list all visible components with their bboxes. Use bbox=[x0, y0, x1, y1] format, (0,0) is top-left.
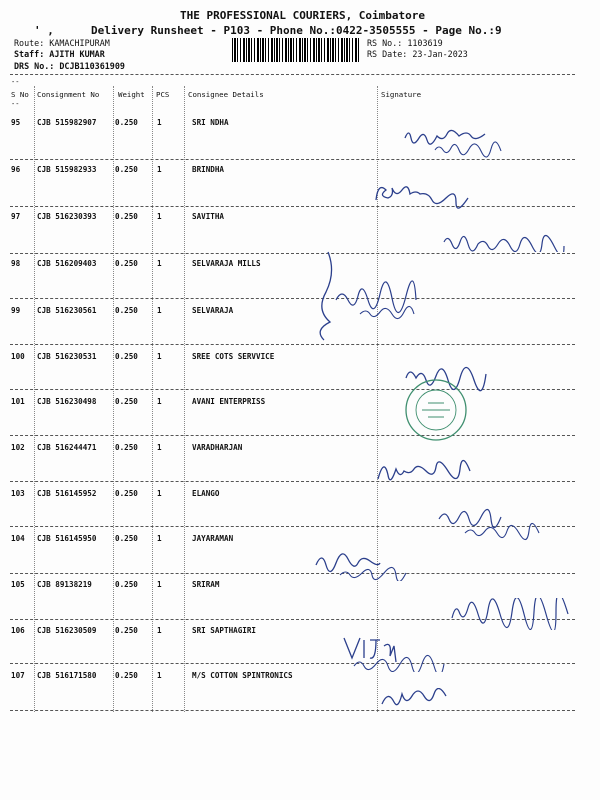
weight: 0.250 bbox=[115, 626, 138, 635]
serial-number: 105 bbox=[11, 580, 25, 589]
consignee-name: SREE COTS SERVVICE bbox=[192, 352, 275, 361]
consignee-name: SAVITHA bbox=[192, 212, 225, 221]
consignee-name: ELANGO bbox=[192, 489, 220, 498]
col-header-consignee: Consignee Details bbox=[188, 90, 264, 99]
table-row bbox=[0, 580, 600, 592]
col-header-weight: Weight bbox=[118, 90, 145, 99]
pieces: 1 bbox=[157, 443, 162, 452]
weight: 0.250 bbox=[115, 165, 138, 174]
col-header-pcs: PCS bbox=[156, 90, 170, 99]
consignee-name: BRINDHA bbox=[192, 165, 225, 174]
signature-row-107 bbox=[378, 688, 458, 712]
runsheet-subtitle: Delivery Runsheet - P103 - Phone No.:0422-3505555 - Page No.:9 bbox=[91, 24, 502, 37]
consignment-number: CJB 516145952 bbox=[37, 489, 97, 498]
signature-row-106 bbox=[340, 632, 490, 672]
signature-row-96 bbox=[370, 178, 480, 210]
serial-number: 100 bbox=[11, 352, 25, 361]
row-divider bbox=[10, 344, 575, 345]
signature-row-98-99 bbox=[300, 248, 440, 348]
consignment-number: CJB 516230393 bbox=[37, 212, 97, 221]
signature-row-100 bbox=[398, 358, 518, 448]
row-divider bbox=[10, 710, 575, 711]
header-dots: ' , bbox=[34, 24, 54, 37]
consignment-number: CJB 516230561 bbox=[37, 306, 97, 315]
pieces: 1 bbox=[157, 259, 162, 268]
signature-row-104 bbox=[310, 545, 470, 581]
dash-marker: -- bbox=[11, 78, 20, 86]
consignment-number: CJB 516244471 bbox=[37, 443, 97, 452]
signature-row-105 bbox=[448, 598, 578, 630]
serial-number: 106 bbox=[11, 626, 25, 635]
pieces: 1 bbox=[157, 534, 162, 543]
col-header-consignment: Consignment No bbox=[37, 90, 100, 99]
consignee-name: VARADHARJAN bbox=[192, 443, 243, 452]
row-divider bbox=[10, 206, 575, 207]
barcode bbox=[232, 38, 360, 62]
pieces: 1 bbox=[157, 397, 162, 406]
weight: 0.250 bbox=[115, 443, 138, 452]
consignment-number: CJB 516230498 bbox=[37, 397, 97, 406]
weight: 0.250 bbox=[115, 352, 138, 361]
consignment-number: CJB 516171580 bbox=[37, 671, 97, 680]
row-divider bbox=[10, 663, 575, 664]
consignment-number: CJB 89138219 bbox=[37, 580, 92, 589]
table-row bbox=[0, 671, 600, 683]
pieces: 1 bbox=[157, 489, 162, 498]
company-title: THE PROFESSIONAL COURIERS, Coimbatore bbox=[180, 9, 426, 22]
drs-number: DRS No.: DCJB110361909 bbox=[14, 61, 125, 71]
weight: 0.250 bbox=[115, 534, 138, 543]
staff-label: Staff: AJITH KUMAR bbox=[14, 49, 105, 59]
table-row bbox=[0, 489, 600, 501]
serial-number: 102 bbox=[11, 443, 25, 452]
consignee-name: AVANI ENTERPRISS bbox=[192, 397, 266, 406]
consignee-name: SELVARAJA bbox=[192, 306, 234, 315]
header-divider bbox=[10, 74, 575, 75]
pieces: 1 bbox=[157, 306, 162, 315]
consignee-name: SELVARAJA MILLS bbox=[192, 259, 261, 268]
pieces: 1 bbox=[157, 580, 162, 589]
consignee-name: M/S COTTON SPINTRONICS bbox=[192, 671, 293, 680]
weight: 0.250 bbox=[115, 259, 138, 268]
weight: 0.250 bbox=[115, 118, 138, 127]
row-divider bbox=[10, 573, 575, 574]
signature-row-103 bbox=[435, 505, 565, 541]
consignment-number: CJB 515982907 bbox=[37, 118, 97, 127]
weight: 0.250 bbox=[115, 671, 138, 680]
signature-row-97 bbox=[440, 232, 580, 252]
weight: 0.250 bbox=[115, 397, 138, 406]
serial-number: 95 bbox=[11, 118, 21, 127]
serial-number: 104 bbox=[11, 534, 25, 543]
serial-number: 96 bbox=[11, 165, 21, 174]
pieces: 1 bbox=[157, 118, 162, 127]
consignee-name: SRI SAPTHAGIRI bbox=[192, 626, 257, 635]
weight: 0.250 bbox=[115, 212, 138, 221]
pieces: 1 bbox=[157, 165, 162, 174]
table-row bbox=[0, 165, 600, 177]
serial-number: 98 bbox=[11, 259, 21, 268]
table-row bbox=[0, 212, 600, 224]
pieces: 1 bbox=[157, 626, 162, 635]
rs-number: RS No.: 1103619 bbox=[367, 38, 443, 48]
serial-number: 97 bbox=[11, 212, 21, 221]
pieces: 1 bbox=[157, 352, 162, 361]
route-label: Route: KAMACHIPURAM bbox=[14, 38, 110, 48]
col-header-signature: Signature bbox=[381, 90, 422, 99]
signature-row-102 bbox=[372, 455, 492, 491]
serial-number: 107 bbox=[11, 671, 25, 680]
consignment-number: CJB 515982933 bbox=[37, 165, 97, 174]
pieces: 1 bbox=[157, 212, 162, 221]
weight: 0.250 bbox=[115, 489, 138, 498]
rs-date: RS Date: 23-Jan-2023 bbox=[367, 49, 468, 59]
dash-marker: -- bbox=[11, 100, 20, 108]
consignment-number: CJB 516230509 bbox=[37, 626, 97, 635]
consignee-name: JAYARAMAN bbox=[192, 534, 234, 543]
consignee-name: SRIRAM bbox=[192, 580, 220, 589]
row-divider bbox=[10, 298, 575, 299]
consignee-name: SRI NDHA bbox=[192, 118, 229, 127]
signature-row-95 bbox=[395, 120, 535, 160]
row-divider bbox=[10, 253, 575, 254]
serial-number: 101 bbox=[11, 397, 25, 406]
pieces: 1 bbox=[157, 671, 162, 680]
weight: 0.250 bbox=[115, 306, 138, 315]
consignment-number: CJB 516145950 bbox=[37, 534, 97, 543]
serial-number: 103 bbox=[11, 489, 25, 498]
consignment-number: CJB 516209403 bbox=[37, 259, 97, 268]
consignment-number: CJB 516230531 bbox=[37, 352, 97, 361]
serial-number: 99 bbox=[11, 306, 21, 315]
col-header-sno: S No bbox=[11, 90, 29, 99]
weight: 0.250 bbox=[115, 580, 138, 589]
